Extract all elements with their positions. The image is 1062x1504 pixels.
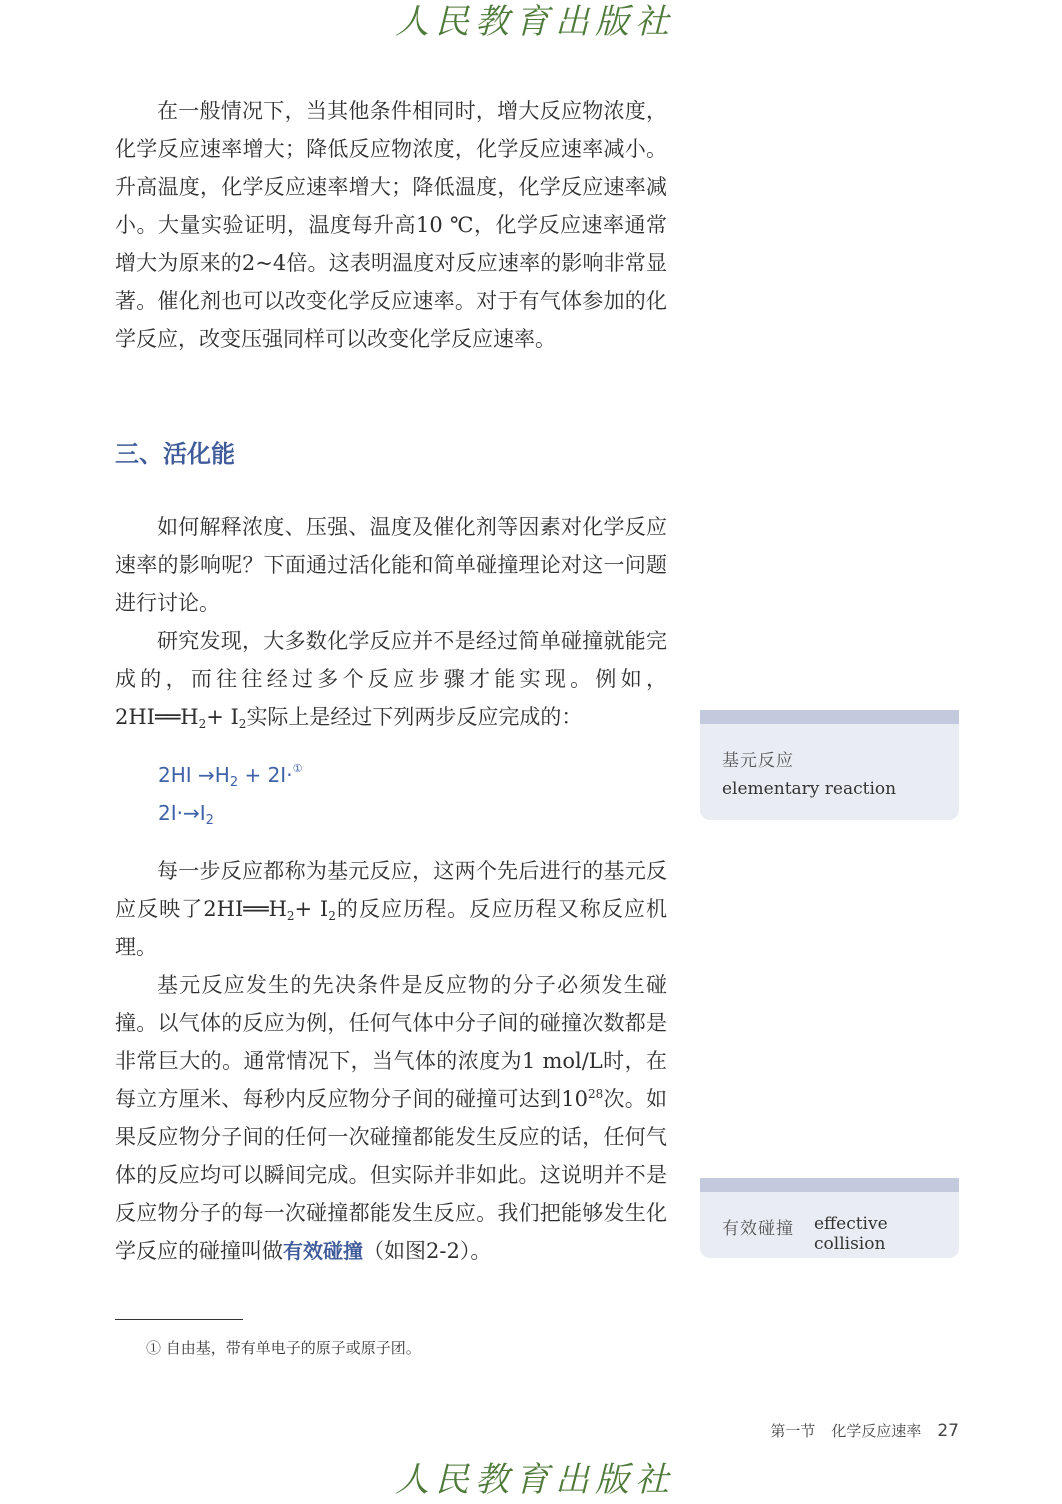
footer-section: 第一节 [770,1422,816,1440]
section-heading-activation-energy: 三、活化能 [115,440,235,468]
sidebar-term-en: effective collision [814,1214,888,1254]
sidebar-term-effective-collision [700,1178,959,1258]
publisher-logo-bottom: 人民教育出版社 [395,1460,675,1500]
footnote-divider [115,1319,243,1320]
paragraph-effective-collision: 基元反应发生的先决条件是反应物的分子必须发生碰撞。以气体的反应为例，任何气体中分子间的碰撞次数都是非常巨大的。通常情况下，当气体的浓度为1 mol/L时，在每立方厘米、每秒内反应物分子间的碰撞可达到$10^{28}$次。如果反应物分子间的任何一次碰撞都能发生反应的话，任何气体的反应均可以瞬间完成。但实际并非如此。这说明并不是反应物分子的每一次碰撞都能发生反应。我们把能够发生化学反应的碰撞叫做有效碰撞（如图2-2）。 [115,973,667,1263]
sidebar-term-en: elementary reaction [722,779,897,799]
sidebar-header-bar [700,710,959,724]
publisher-logo-top: 人民教育出版社 [395,2,675,42]
sidebar-term-cn: 有效碰撞 [722,1219,794,1239]
equation-step-2: $2I\cdot\to I_2$ [158,801,214,828]
term-effective-collision: 有效碰撞 [283,1239,363,1263]
paragraph-reaction-steps: 研究发现，大多数化学反应并不是经过简单碰撞就能完成的，而往往经过多个反应步骤才能实现。例如，$2HI══H_2+ I_2$实际上是经过下列两步反应完成的： [115,629,667,731]
equation-step-1: $2HI \to H_2 + 2I\cdot^①$ [158,762,303,790]
sidebar-term-elementary-reaction [700,710,959,820]
paragraph-rate-factors: 在一般情况下，当其他条件相同时，增大反应物浓度，化学反应速率增大；降低反应物浓度，化学反应速率减小。升高温度，化学反应速率增大；降低温度，化学反应速率减小。大量实验证明，温度每升高10 ℃，化学反应速率通常增大为原来的2~4倍。这表明温度对反应速率的影响非常显著。催化剂也可以改变化学反应速率。对于有气体参加的化学反应，改变压强同样可以改变化学反应速率。 [115,99,667,351]
footer-chapter-title: 化学反应速率 [831,1422,922,1440]
paragraph-elementary-reaction: 每一步反应都称为基元反应，这两个先后进行的基元反应反映了$2HI══H_2+ I_2$的反应历程。反应历程又称反应机理。 [115,859,667,959]
page-number: 27 [937,1421,959,1441]
sidebar-header-bar [700,1178,959,1192]
page-footer [770,1418,959,1444]
sidebar-term-cn: 基元反应 [722,751,794,771]
footnote-free-radical: ① 自由基，带有单电子的原子或原子团。 [146,1339,421,1357]
footnote-marker: ① [292,762,303,775]
paragraph-intro-question: 如何解释浓度、压强、温度及催化剂等因素对化学反应速率的影响呢？下面通过活化能和简单碰撞理论对这一问题进行讨论。 [115,515,667,615]
